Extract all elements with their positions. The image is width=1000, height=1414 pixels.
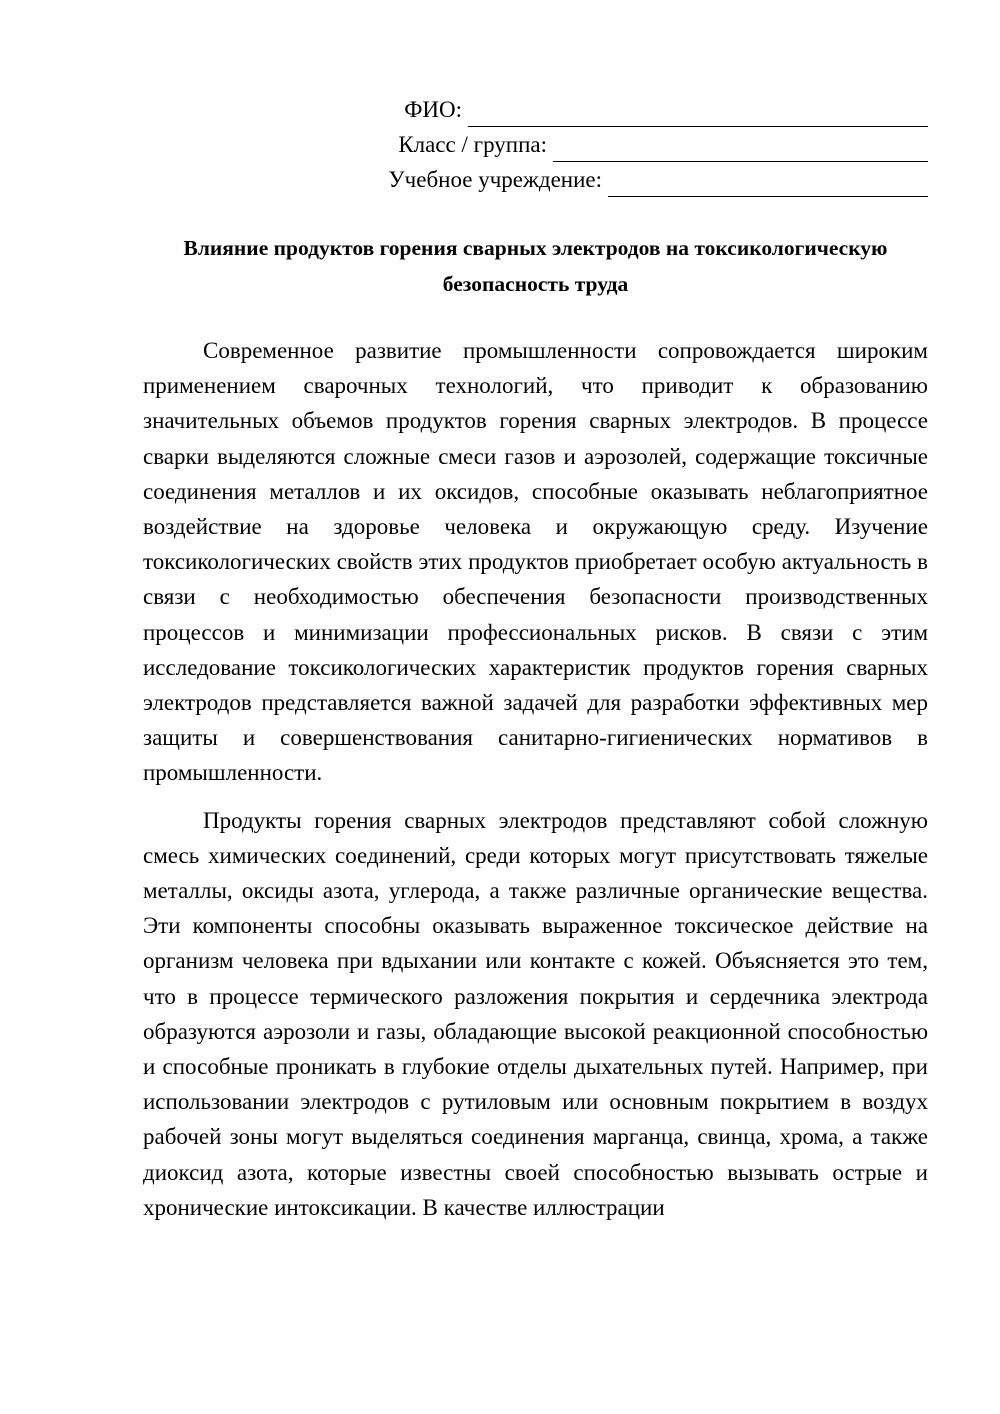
fio-label: ФИО: xyxy=(404,97,462,122)
paragraph-2: Продукты горения сварных электродов представляют собой сложную смесь химических соединений, среди которых могут присутствовать тяжелые металлы, оксиды азота, углерода, а также различные органические вещества. Эти компоненты способны оказывать выраженное токсическое действие на организм человека при вдыхании или контакте с кожей. Объясняется это тем, что в процессе термического разложения покрытия и сердечника электрода образуются аэрозоли и газы, обладающие высокой реакционной способностью и способные проникать в глубокие отделы дыхательных путей. Например, при использовании электродов с рутиловым или основным покрытием в воздух рабочей зоны могут выделяться соединения марганца, свинца, хрома, а также диоксид азота, которые известны своей способностью вызывать острые и хронические интоксикации. В качестве иллюстрации xyxy=(143,807,928,1220)
class-label: Класс / группа: xyxy=(398,132,547,157)
school-blank-field xyxy=(608,170,928,197)
class-line xyxy=(308,127,928,162)
student-info-header xyxy=(308,92,928,197)
fio-blank-field xyxy=(468,100,928,127)
document-title: Влияние продуктов горения сварных электродов на токсикологическую безопасность труда xyxy=(183,236,888,296)
school-label: Учебное учреждение: xyxy=(388,167,602,192)
class-blank-field xyxy=(553,135,928,162)
paragraph-1: Современное развитие промышленности сопровождается широким применением сварочных технологий, что приводит к образованию значительных объемов продуктов горения сварных электродов. В процессе сварки выделяются сложные смеси газов и аэрозолей, содержащие токсичные соединения металлов и их оксидов, способные оказывать неблагоприятное воздействие на здоровье человека и окружающую среду. Изучение токсикологических свойств этих продуктов приобретает особую актуальность в связи с необходимостью обеспечения безопасности производственных процессов и минимизации профессиональных рисков. В связи с этим исследование токсикологических характеристик продуктов горения сварных электродов представляется важной задачей для разработки эффективных мер защиты и совершенствования санитарно-гигиенических нормативов в промышленности. xyxy=(143,338,928,786)
document-body xyxy=(143,333,928,1225)
school-line xyxy=(308,162,928,197)
fio-line xyxy=(308,92,928,127)
